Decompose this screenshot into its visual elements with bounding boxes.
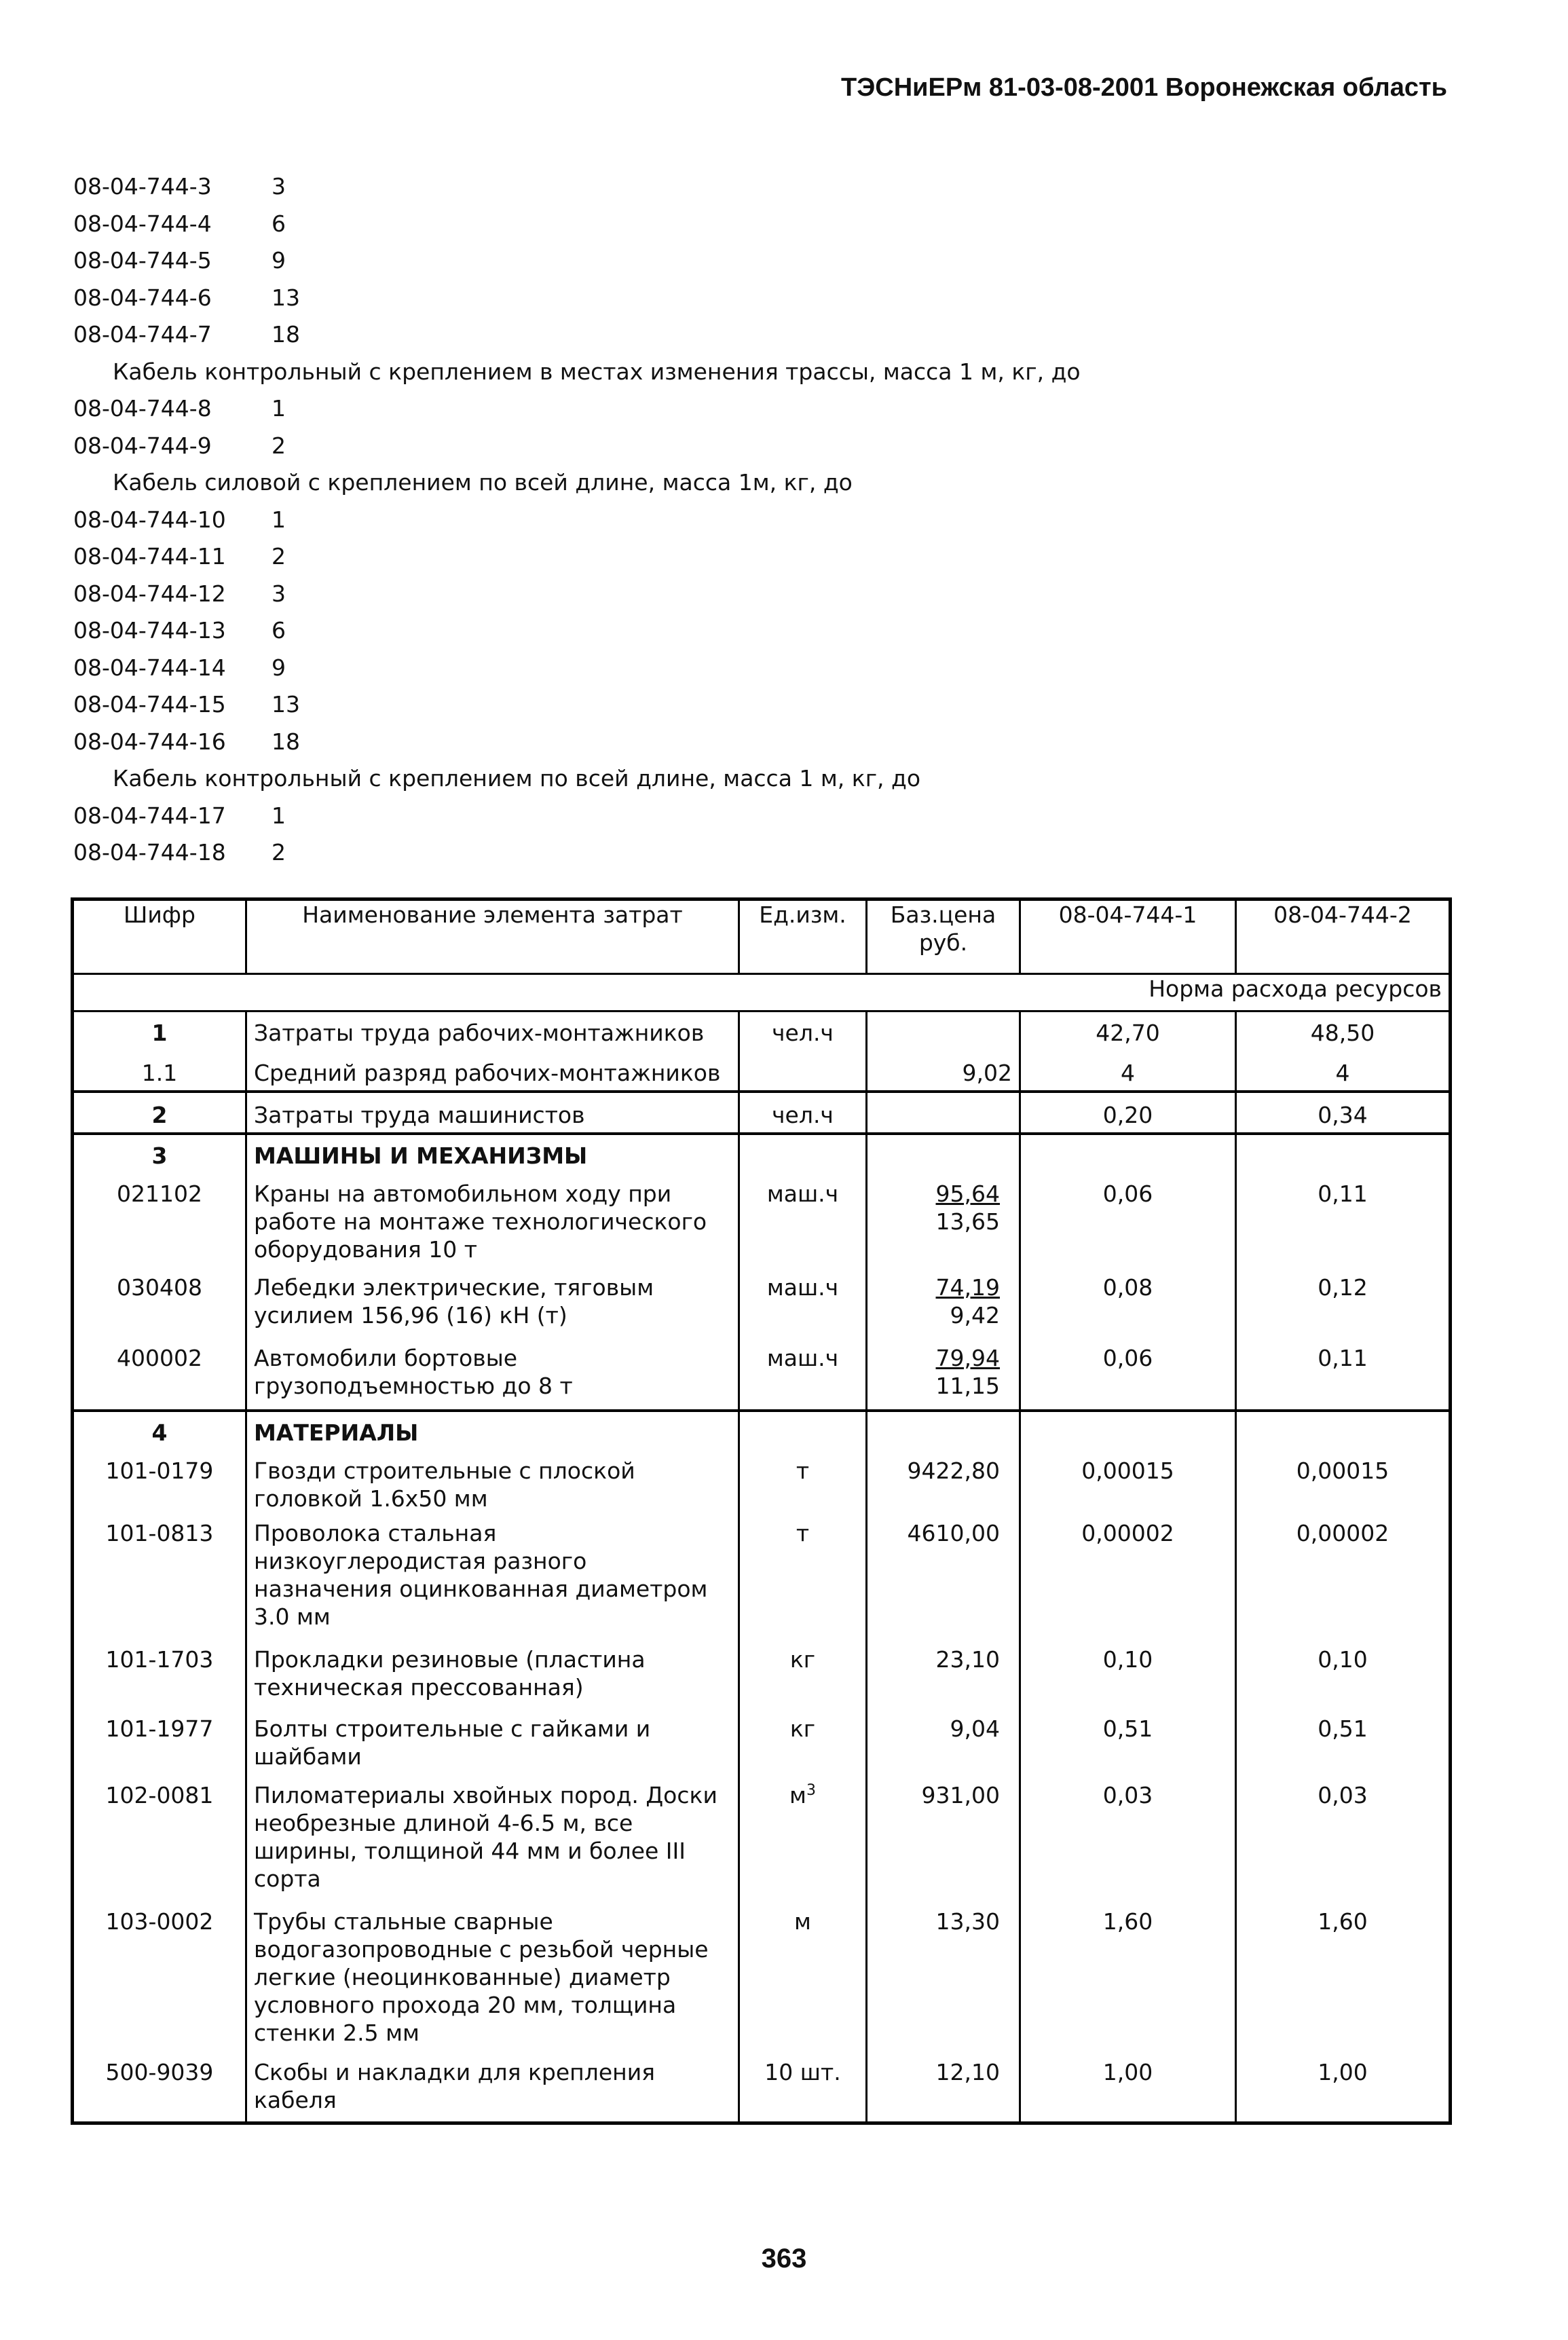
column-header: 08-04-744-1 (1020, 899, 1236, 974)
table-row: 1 Затраты труда рабочих-монтажников чел.ч 42,70 48,50 (73, 1011, 1451, 1052)
column-header: Баз.цена руб. (867, 899, 1020, 974)
table-row: 101-1977 Болты строительные с гайками и шайбами кг 9,04 0,51 0,51 (73, 1715, 1451, 1781)
code-group-title: Кабель контрольный с креплением в местах изменения трассы, масса 1 м, кг, до (113, 358, 1081, 385)
code-row: 08-04-744-17 1 (73, 802, 286, 829)
section-row: 4 МАТЕРИАЛЫ (73, 1411, 1451, 1453)
code-row: 08-04-744-8 1 (73, 395, 286, 422)
code-row: 08-04-744-12 3 (73, 580, 286, 607)
table-row: 400002 Автомобили бортовые грузоподъемностью до 8 т маш.ч 79,94 11,15 0,06 0,11 (73, 1344, 1451, 1411)
code-row: 08-04-744-15 13 (73, 691, 300, 718)
document-header: ТЭСНиЕРм 81-03-08-2001 Воронежская область (841, 73, 1447, 102)
column-header: 08-04-744-2 (1236, 899, 1451, 974)
code-row: 08-04-744-3 3 (73, 173, 286, 200)
table-header-row (73, 899, 1451, 974)
resource-table (71, 897, 1452, 2125)
section-row: 3 МАШИНЫ И МЕХАНИЗМЫ (73, 1134, 1451, 1176)
code-row: 08-04-744-4 6 (73, 210, 286, 237)
table-row: 101-1703 Прокладки резиновые (пластина техническая прессованная) кг 23,10 0,10 0,10 (73, 1646, 1451, 1715)
code-row: 08-04-744-7 18 (73, 321, 300, 348)
code-row: 08-04-744-6 13 (73, 284, 300, 311)
code-row: 08-04-744-18 2 (73, 839, 286, 866)
table-row: 101-0179 Гвозди строительные с плоской головкой 1.6х50 мм т 9422,80 0,00015 0,00015 (73, 1453, 1451, 1519)
table-row: 500-9039 Скобы и накладки для крепления кабеля 10 шт. 12,10 1,00 1,00 (73, 2058, 1451, 2123)
column-header: Ед.изм. (739, 899, 867, 974)
code-row: 08-04-744-16 18 (73, 728, 300, 755)
norm-row (73, 974, 1451, 1011)
table-row: 030408 Лебедки электрические, тяговым усилием 156,96 (16) кН (т) маш.ч 74,19 9,42 0,08 0,12 (73, 1274, 1451, 1344)
table-row: 1.1 Средний разряд рабочих-монтажников 9,02 4 4 (73, 1052, 1451, 1092)
code-group-title: Кабель силовой с креплением по всей длине, масса 1м, кг, до (113, 469, 853, 496)
code-row: 08-04-744-9 2 (73, 432, 286, 459)
code-group-title: Кабель контрольный с креплением по всей длине, масса 1 м, кг, до (113, 765, 921, 792)
code-row: 08-04-744-14 9 (73, 654, 286, 681)
page-number: 363 (761, 2244, 807, 2273)
table-row: 021102 Краны на автомобильном ходу при работе на монтаже технологического оборудования 10 т маш.ч 95,64 13,65 0,06 0,11 (73, 1176, 1451, 1274)
column-header: Наименование элемента затрат (246, 899, 739, 974)
code-row: 08-04-744-11 2 (73, 543, 286, 570)
code-list (73, 168, 1081, 872)
table-row: 102-0081 Пиломатериалы хвойных пород. Доски необрезные длиной 4-6.5 м, все ширины, толщиной 44 мм и более III сорта $м^3$ 931,00 0,03 0,03 (73, 1781, 1451, 1908)
code-row: 08-04-744-13 6 (73, 617, 286, 644)
table-row: 103-0002 Трубы стальные сварные водогазопроводные с резьбой черные легкие (неоцинкованные) диаметр условного прохода 20 мм, толщина стенки 2.5 мм м 13,30 1,60 1,60 (73, 1908, 1451, 2058)
norm-label: Норма расхода ресурсов (73, 974, 1451, 1011)
table-row: 2 Затраты труда машинистов чел.ч 0,20 0,34 (73, 1092, 1451, 1134)
code-row: 08-04-744-5 9 (73, 247, 286, 274)
table-row: 101-0813 Проволока стальная низкоуглеродистая разного назначения оцинкованная диаметром 3.0 мм т 4610,00 0,00002 0,00002 (73, 1519, 1451, 1646)
code-row: 08-04-744-10 1 (73, 506, 286, 533)
column-header: Шифр (73, 899, 246, 974)
